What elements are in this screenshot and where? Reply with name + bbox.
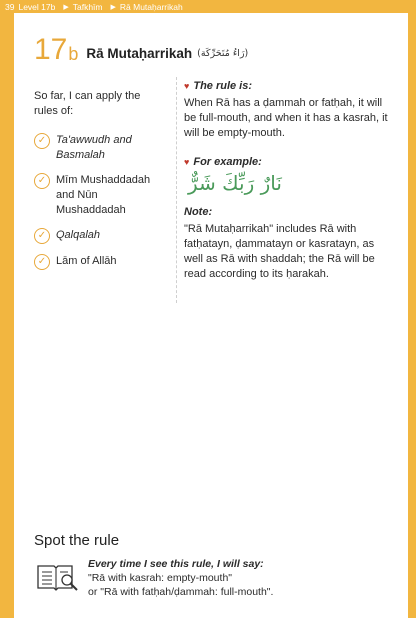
lesson-suffix: b — [68, 44, 79, 64]
rule-name: Lām of Allāh — [56, 255, 117, 267]
example-label-row — [184, 155, 394, 170]
rule-name: Basmalah — [56, 149, 105, 161]
check-circle-icon: ✓ — [34, 228, 50, 244]
lesson-number: 17 — [34, 33, 68, 66]
spot-text — [88, 557, 273, 599]
example-label: For example: — [193, 156, 262, 168]
list-item — [34, 254, 166, 270]
spot-line-1: "Rā with kasrah: empty-mouth" — [88, 572, 233, 584]
column-divider — [176, 77, 177, 303]
lesson-arabic-title: (رَاءُ مُتَحَرِّكَة) — [197, 48, 249, 59]
spot-line-2: or "Rā with fatḥah/ḍammah: full-mouth". — [88, 586, 274, 598]
spot-lead: Every time I see this rule, I will say: — [88, 558, 264, 570]
chevron-right-icon: ▶ — [110, 3, 116, 11]
page-content — [14, 13, 408, 618]
heart-icon: ♥ — [184, 81, 190, 91]
rule-column — [184, 79, 394, 282]
spot-title: Spot the rule — [34, 532, 120, 549]
rule-name: Qalqalah — [56, 229, 101, 241]
prior-rules-intro: So far, I can apply the rules of: — [34, 90, 141, 117]
note-text: "Rā Mutaḥarrikah" includes Rā with fatḥatayn, ḍammatayn or kasratayn, as well as Rā with shaddah; the Rā will be read according to its ḥarakah. — [184, 223, 375, 280]
list-item — [34, 173, 166, 218]
breadcrumb-level: Level 17b — [18, 1, 56, 12]
note-label: Note: — [184, 206, 213, 218]
book-magnifier-icon — [36, 562, 80, 597]
chevron-right-icon: ▶ — [63, 3, 69, 11]
breadcrumb-section: Tafkhīm — [72, 1, 103, 12]
rule-name: Mīm Mushaddadah — [56, 174, 151, 186]
rule-name: and Nūn Mushaddadah — [56, 189, 126, 216]
check-circle-icon: ✓ — [34, 133, 50, 149]
breadcrumb-subsection: Rā Mutaḥarrikah — [119, 1, 183, 12]
lesson-title: Rā Mutaḥarrikah — [86, 46, 193, 61]
heart-icon: ♥ — [184, 157, 190, 167]
check-circle-icon: ✓ — [34, 173, 50, 189]
lesson-heading — [34, 35, 248, 65]
list-item — [34, 133, 166, 163]
prior-rules-column — [34, 89, 166, 280]
note-label-row — [184, 205, 394, 220]
top-breadcrumb-bar — [0, 0, 416, 13]
example-arabic: نَارٌ رَبِّكَ شَرٌّ — [188, 171, 282, 195]
page-number: 39 — [5, 1, 15, 12]
rule-label-row — [184, 79, 394, 94]
check-circle-icon: ✓ — [34, 254, 50, 270]
rule-name: Ta'awwudh and — [56, 134, 132, 146]
rule-label: The rule is: — [193, 80, 253, 92]
list-item — [34, 228, 166, 244]
rule-text: When Rā has a ḍammah or fatḥah, it will be full-mouth, and when it has a kasrah, it will be empty-mouth. — [184, 97, 388, 139]
